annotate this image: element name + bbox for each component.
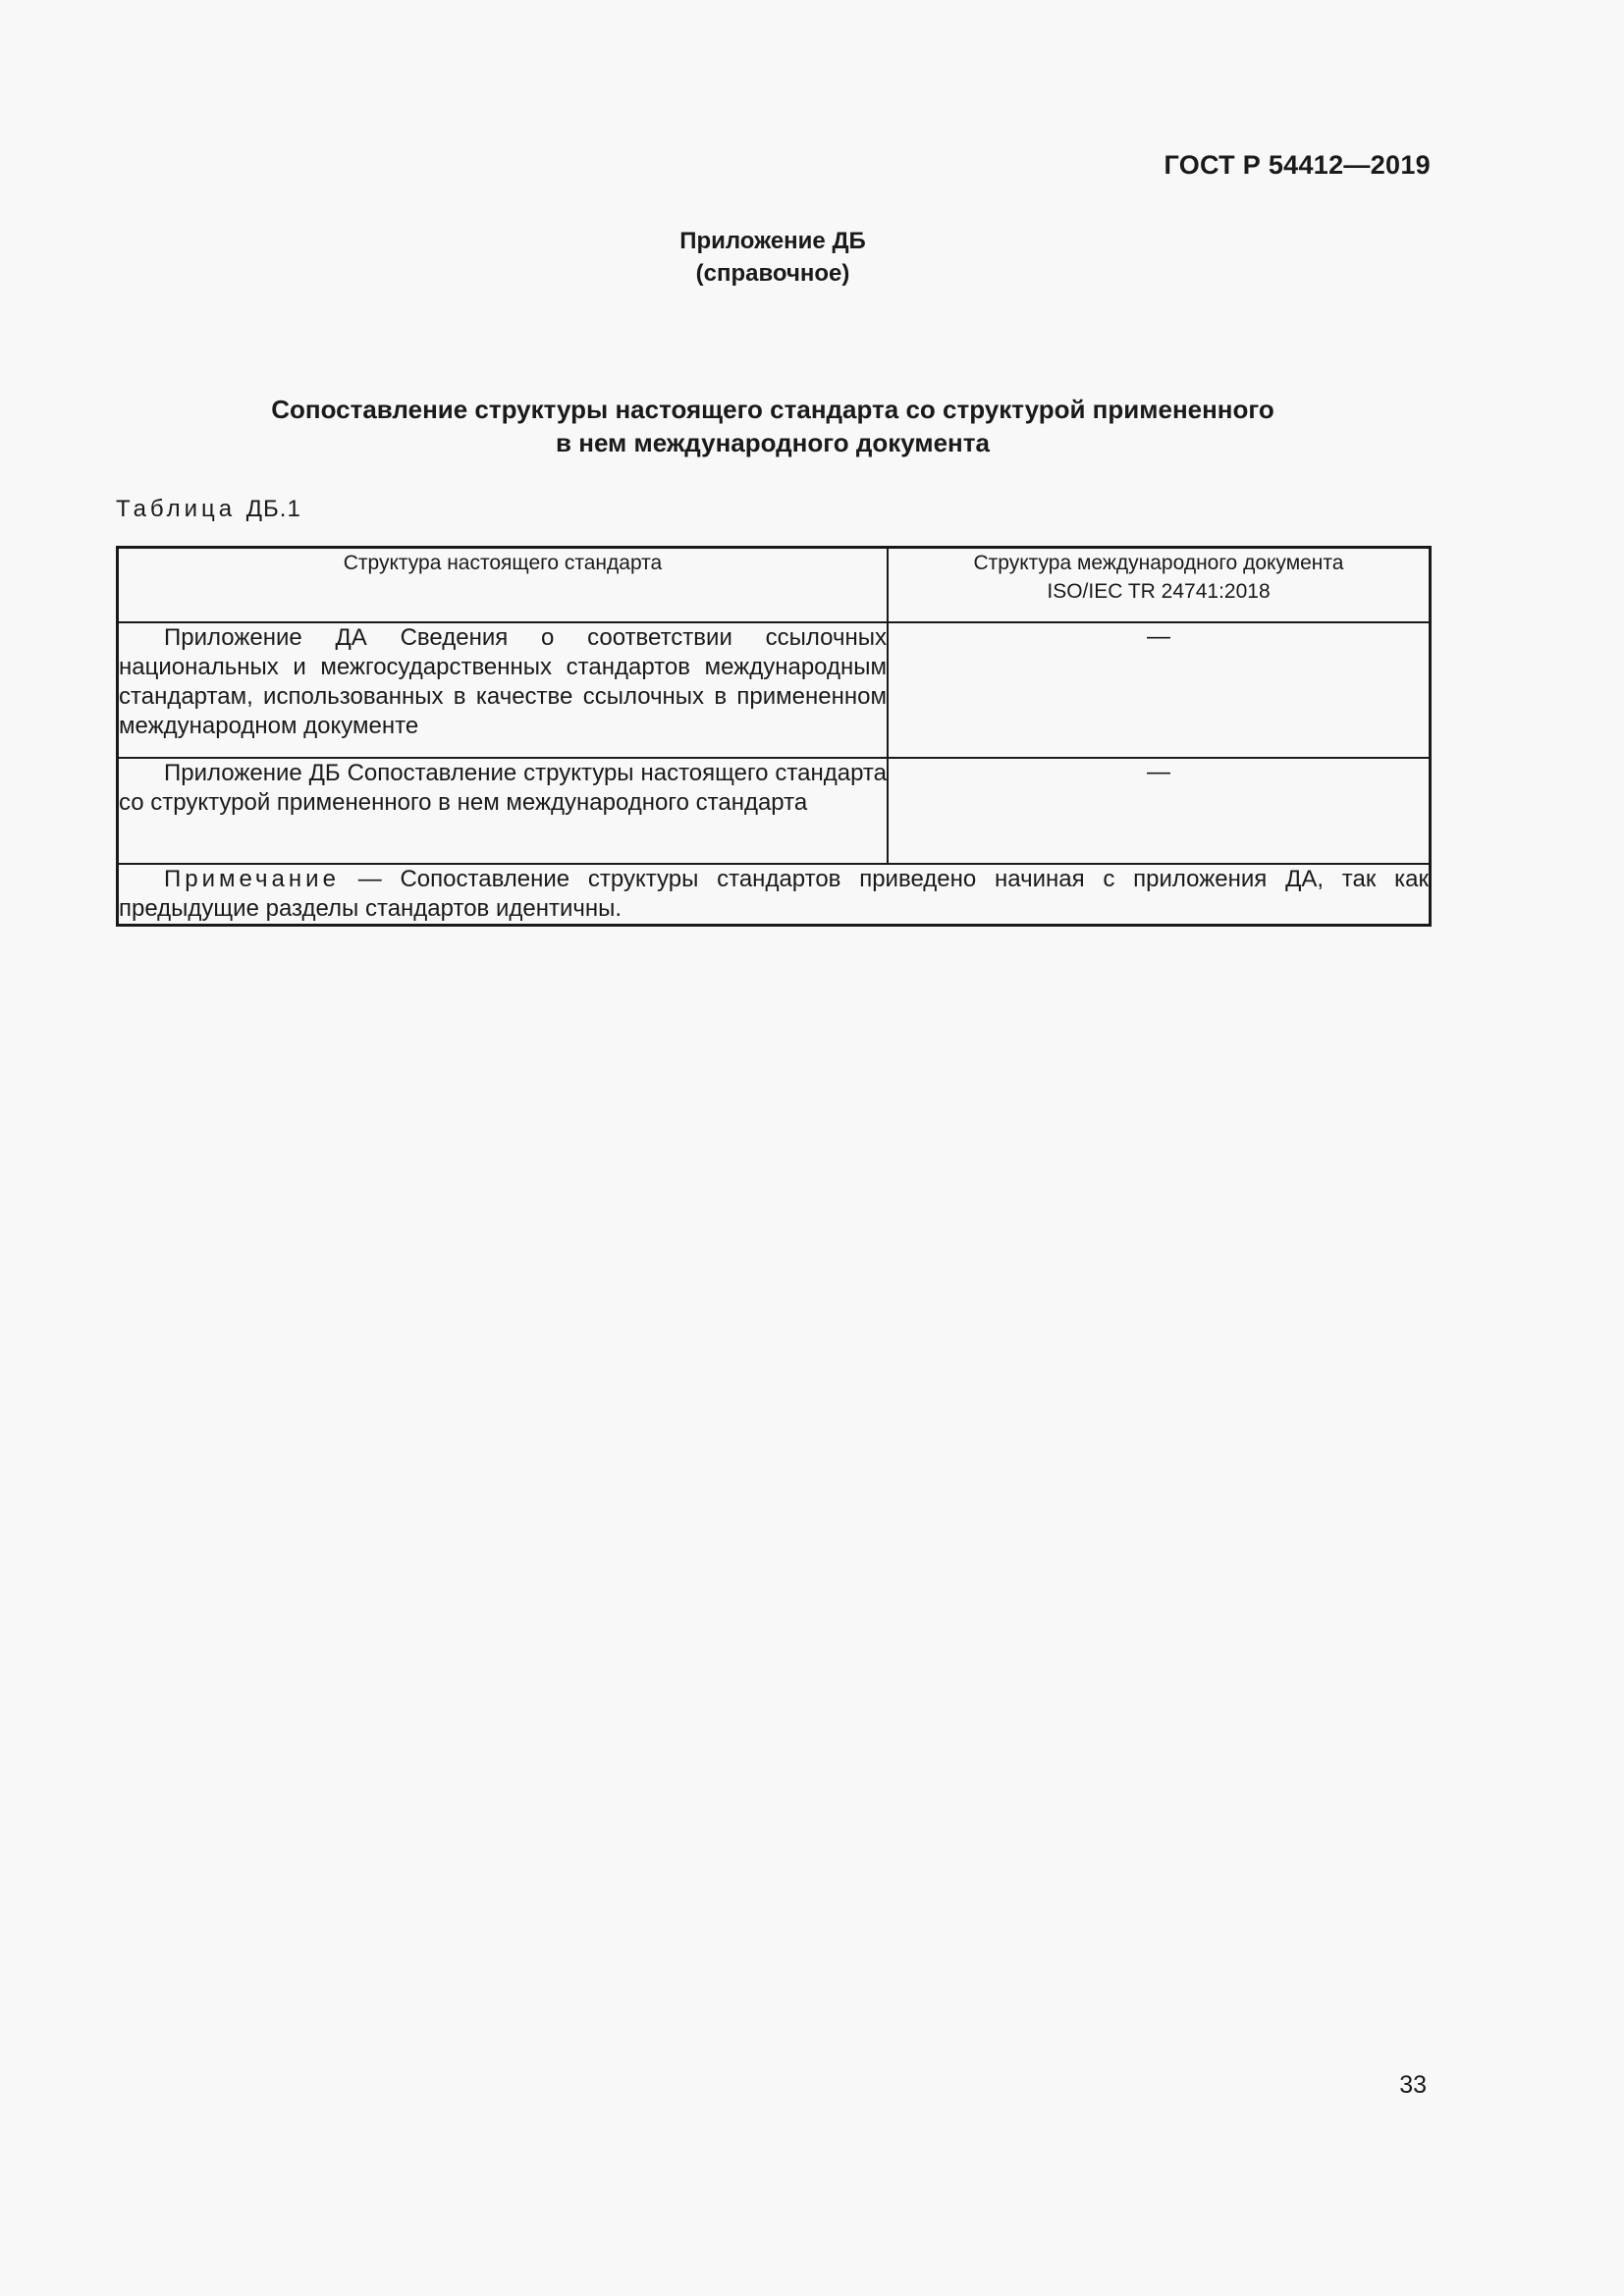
table-header-row [118,548,1431,623]
header-international-structure [888,548,1431,623]
row-standard-cell [118,622,889,758]
row-standard-text: Приложение ДБ Сопоставление структуры настоящего стандарта со структурой примененного в нем международного стандарта [119,760,887,816]
table-note-row [118,864,1431,926]
row-international-cell: — [888,622,1431,758]
table-row [118,758,1431,864]
header-standard-structure: Структура настоящего стандарта [118,548,889,623]
row-standard-cell [118,758,889,864]
section-title [0,393,1545,459]
note-text: — Сопоставление структуры стандартов приведено начиная с приложения ДА, так как предыдущие разделы стандартов идентичны. [119,866,1429,922]
table-note [118,864,1431,926]
comparison-table [116,546,1432,927]
section-title-line1: Сопоставление структуры настоящего стандарта со структурой примененного [271,395,1274,424]
header-international-line1: Структура международного документа [973,552,1344,574]
table-caption [116,496,301,523]
table-caption-word: Таблица [116,496,237,522]
table-caption-number: ДБ.1 [245,496,301,522]
section-title-line2: в нем международного документа [556,428,990,457]
row-international-cell: — [888,758,1431,864]
page-number: 33 [1399,2071,1427,2099]
note-label: Примечание [164,866,340,892]
header-international-line2: ISO/IEC TR 24741:2018 [1047,580,1271,603]
document-code: ГОСТ Р 54412—2019 [1164,150,1431,180]
table-row [118,622,1431,758]
appendix-heading [0,225,1545,290]
appendix-title: Приложение ДБ [679,228,866,254]
row-standard-text: Приложение ДА Сведения о соответствии ссылочных национальных и межгосударственных стандартов международным стандартам, использованных в качестве ссылочных в примененном международном документе [119,624,887,739]
appendix-kind: (справочное) [695,260,850,287]
